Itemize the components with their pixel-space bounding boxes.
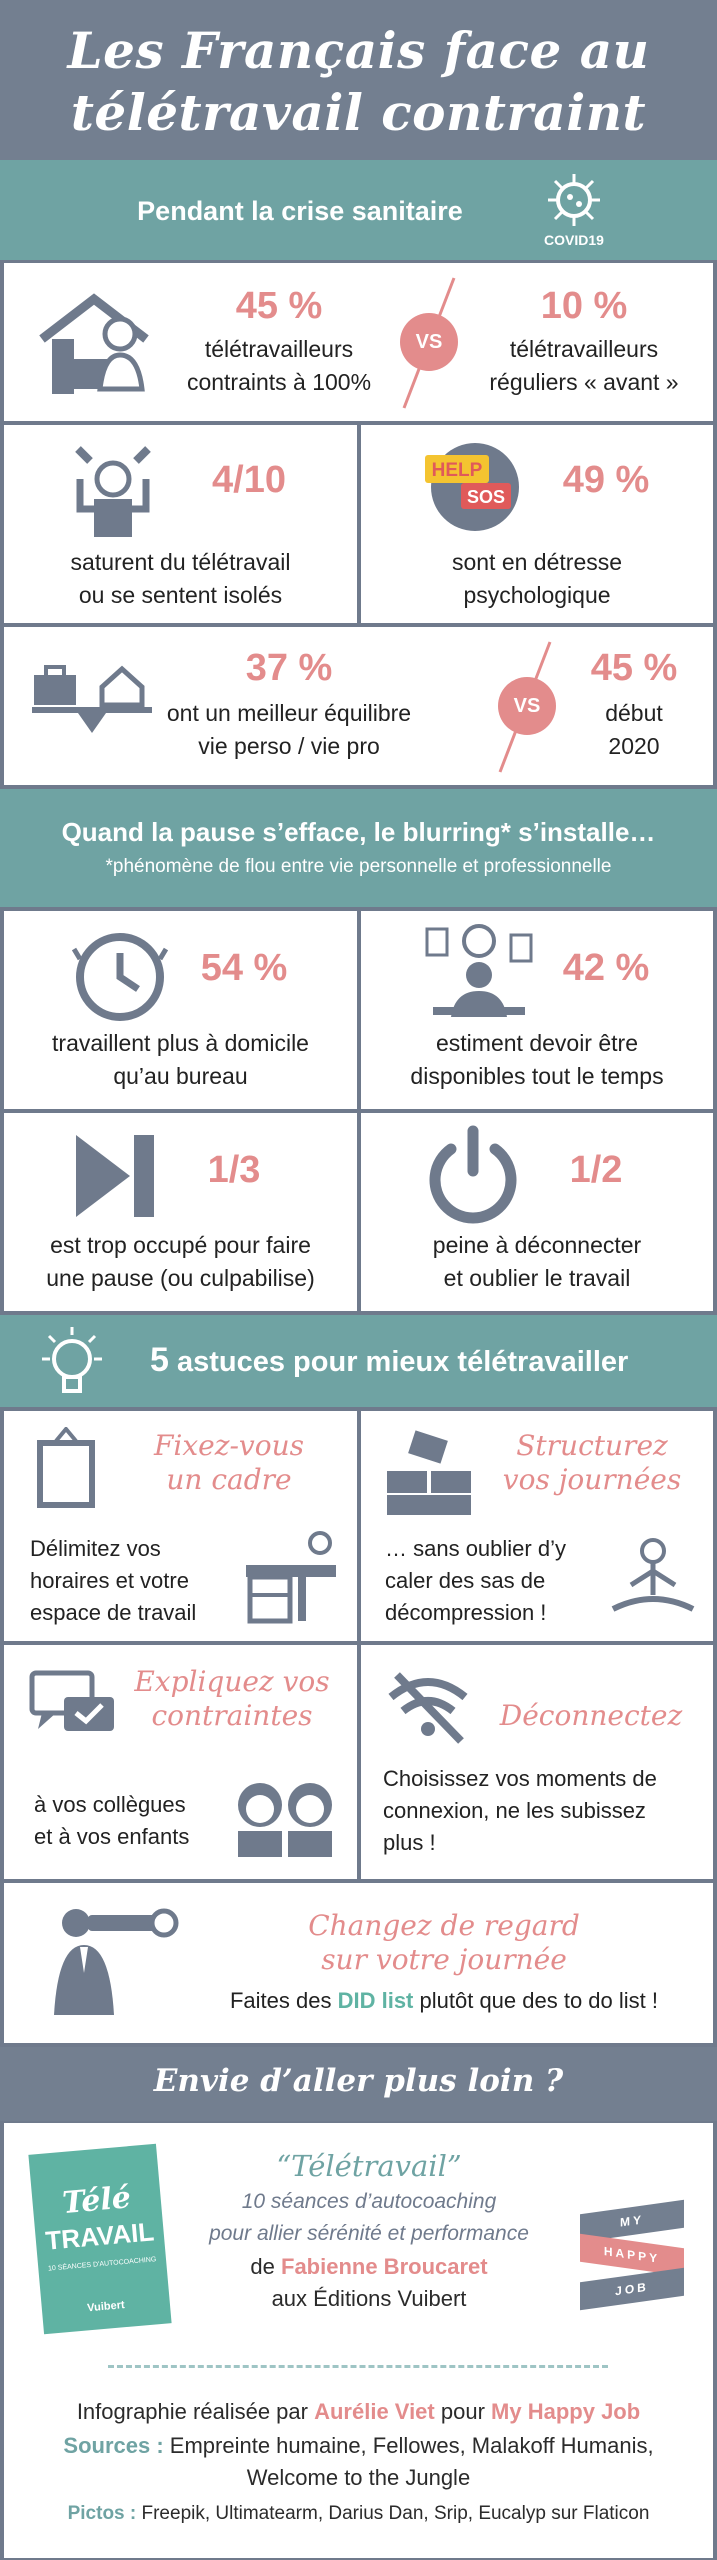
help-sos-icon [425, 437, 525, 533]
header-banner [0, 0, 717, 160]
credit-line [4, 2399, 713, 2425]
section-header-more [0, 2047, 717, 2121]
section-title: Quand la pause s’efface, le blurring* s’installe… [61, 817, 656, 847]
book-description: 10 séances d’autocoaching [241, 2190, 497, 2213]
stat-card-isolation [4, 425, 357, 623]
stat-ratio: 1/2 [569, 1149, 623, 1191]
logo-word: HAPPY [580, 2234, 684, 2277]
vs-badge: VS [498, 677, 556, 735]
tip-text: connexion, ne les subissez [383, 1798, 646, 1823]
stat-label: peine à déconnecter [432, 1232, 642, 1258]
tip-heading: un cadre [166, 1463, 292, 1496]
book-cover-title: TRAVAIL [44, 2216, 156, 2256]
tip-heading: contraintes [151, 1699, 313, 1732]
sources-text-2: Welcome to the Jungle [246, 2465, 471, 2490]
covid-label: COVID19 [544, 232, 604, 248]
stat-label: télétravailleurs [509, 336, 659, 362]
stat-label: ont un meilleur équilibre [166, 700, 412, 726]
tip-card-perspective [4, 1883, 713, 2043]
sources-line [4, 2433, 713, 2459]
stat-ratio: 1/3 [207, 1149, 261, 1191]
blocks-icon [381, 1429, 481, 1519]
tip-card-structure [361, 1411, 713, 1641]
frame-icon [34, 1427, 98, 1523]
credit-mid: pour [440, 2399, 485, 2424]
section-title: Envie d’aller plus loin ? [153, 2063, 564, 2099]
book-author: Fabienne Broucaret [281, 2254, 488, 2279]
stat-label: vie perso / vie pro [198, 733, 380, 759]
logo-word: JOB [580, 2268, 684, 2311]
book-footer-panel [4, 2123, 713, 2558]
stat-label: qu’au bureau [113, 1063, 248, 1089]
tip-heading: Déconnectez [499, 1699, 683, 1732]
stat-label: sont en détresse [451, 549, 623, 575]
tip-card-frame [4, 1411, 357, 1641]
tip-text: à vos collègues [34, 1792, 186, 1817]
tip-text: espace de travail [30, 1600, 197, 1625]
stat-percent: 37 % [245, 647, 333, 689]
book-description: pour allier sérénité et performance [209, 2222, 529, 2245]
work-life-balance-icon [28, 657, 158, 737]
tip-text: décompression ! [385, 1600, 547, 1625]
stat-percent: 45 % [590, 647, 678, 689]
lightbulb-icon [32, 1323, 112, 1403]
stat-card-contraints [4, 263, 713, 421]
chat-icon [28, 1667, 120, 1747]
stat-percent: 54 % [200, 947, 288, 989]
tip-heading: vos journées [502, 1463, 682, 1496]
sources-label: Sources : [63, 2433, 164, 2458]
book-cover-publisher: Vuibert [86, 2299, 126, 2315]
clock-icon [72, 929, 168, 1025]
book-cover-title: Télé [61, 2180, 133, 2222]
tip-heading: Expliquez vos [134, 1665, 330, 1698]
stat-card-availability [361, 911, 713, 1109]
tips-count: 5 [150, 1341, 169, 1379]
stat-ratio: 4/10 [212, 459, 286, 501]
tip-card-disconnect [361, 1645, 713, 1879]
tip-text: horaires et votre [30, 1568, 189, 1593]
credit-org: My Happy Job [491, 2399, 641, 2424]
stat-label: télétravailleurs [204, 336, 354, 362]
stat-percent: 42 % [562, 947, 650, 989]
tip-heading: Structurez [516, 1429, 668, 1462]
sources-text: Empreinte humaine, Fellowes, Malakoff Humanis, [169, 2433, 654, 2458]
book-cover-image [28, 2144, 171, 2334]
section-header-crisis [0, 160, 717, 260]
book-title: “Télétravail” [276, 2149, 462, 2183]
tip-text: et à vos enfants [34, 1824, 190, 1849]
stat-card-home-hours [4, 911, 357, 1109]
stat-label: 2020 [608, 733, 660, 759]
logo-word: MY [580, 2200, 684, 2243]
tip-heading: sur votre journée [321, 1943, 567, 1976]
children-icon [230, 1777, 340, 1859]
stat-percent: 49 % [562, 459, 650, 501]
dashed-divider [108, 2365, 608, 2368]
sos-text: SOS [466, 487, 506, 507]
tip-text: Délimitez vos [30, 1536, 161, 1561]
tip-text-pre: Faites des [229, 1988, 332, 2013]
stat-label: et oublier le travail [443, 1265, 631, 1291]
did-list-highlight: DID list [337, 1988, 414, 2013]
desk-icon [240, 1529, 340, 1629]
stat-card-disconnect [361, 1113, 713, 1311]
pause-skip-icon [72, 1131, 162, 1221]
virus-icon [540, 170, 608, 232]
vs-badge: VS [400, 313, 458, 371]
stat-percent: 45 % [235, 285, 323, 327]
home-office-icon [34, 289, 164, 399]
stat-label: disponibles tout le temps [410, 1063, 664, 1089]
tip-text: plus ! [383, 1830, 436, 1855]
tip-text [176, 1985, 712, 2017]
stat-label: début [605, 700, 663, 726]
section-header-tips [0, 1315, 717, 1407]
stat-card-balance [4, 627, 713, 785]
tip-text: Choisissez vos moments de [383, 1766, 657, 1791]
power-icon [423, 1125, 523, 1225]
stat-label: ou se sentent isolés [78, 582, 283, 608]
section-header-blurring [0, 789, 717, 907]
stat-label: contraints à 100% [186, 369, 372, 395]
stat-label: travaillent plus à domicile [52, 1030, 309, 1056]
meditation-icon [605, 1535, 701, 1625]
page-title-line1: Les Français face au [67, 21, 650, 80]
pictos-text: Freepik, Ultimatearm, Darius Dan, Srip, Eucalyp sur Flaticon [141, 2503, 650, 2524]
pictos-line [4, 2503, 713, 2525]
tips-title [150, 1341, 628, 1380]
stat-card-no-break [4, 1113, 357, 1311]
tip-card-explain [4, 1645, 357, 1879]
section-title: Pendant la crise sanitaire [137, 196, 463, 226]
tip-heading: Fixez-vous [153, 1429, 305, 1462]
pictos-label: Pictos : [67, 2503, 137, 2524]
section-subtitle: *phénomène de flou entre vie personnelle et professionnelle [105, 856, 612, 877]
stat-label: réguliers « avant » [489, 369, 679, 395]
help-text: HELP [431, 460, 483, 481]
book-author-prefix: de [250, 2254, 275, 2279]
book-author-line [164, 2254, 574, 2280]
stat-card-distress [361, 425, 713, 623]
telescope-person-icon [44, 1903, 184, 2023]
tip-text: caler des sas de [385, 1568, 546, 1593]
book-publisher: aux Éditions Vuibert [271, 2286, 467, 2311]
book-cover-subtitle: 10 SÉANCES D'AUTOCOACHING [47, 2256, 157, 2273]
tip-text: … sans oublier d’y [385, 1536, 566, 1561]
stat-label: estiment devoir être [436, 1030, 638, 1056]
stat-percent: 10 % [540, 285, 628, 327]
page-title-line2: télétravail contraint [70, 83, 647, 142]
wifi-off-icon [383, 1667, 473, 1747]
tip-heading: Changez de regard [308, 1909, 580, 1942]
tips-title-text: astuces pour mieux télétravailler [176, 1346, 629, 1378]
credit-author: Aurélie Viet [314, 2399, 435, 2424]
stat-label: psychologique [463, 582, 611, 608]
overworked-icon [423, 921, 535, 1021]
stressed-person-icon [68, 439, 158, 539]
stat-label: est trop occupé pour faire [50, 1232, 311, 1258]
my-happy-job-logo [580, 2207, 684, 2311]
stat-label: une pause (ou culpabilise) [46, 1265, 315, 1291]
credit-prefix: Infographie réalisée par [76, 2399, 308, 2424]
stat-label: saturent du télétravail [70, 549, 291, 575]
tip-text-post: plutôt que des to do list ! [419, 1988, 659, 2013]
